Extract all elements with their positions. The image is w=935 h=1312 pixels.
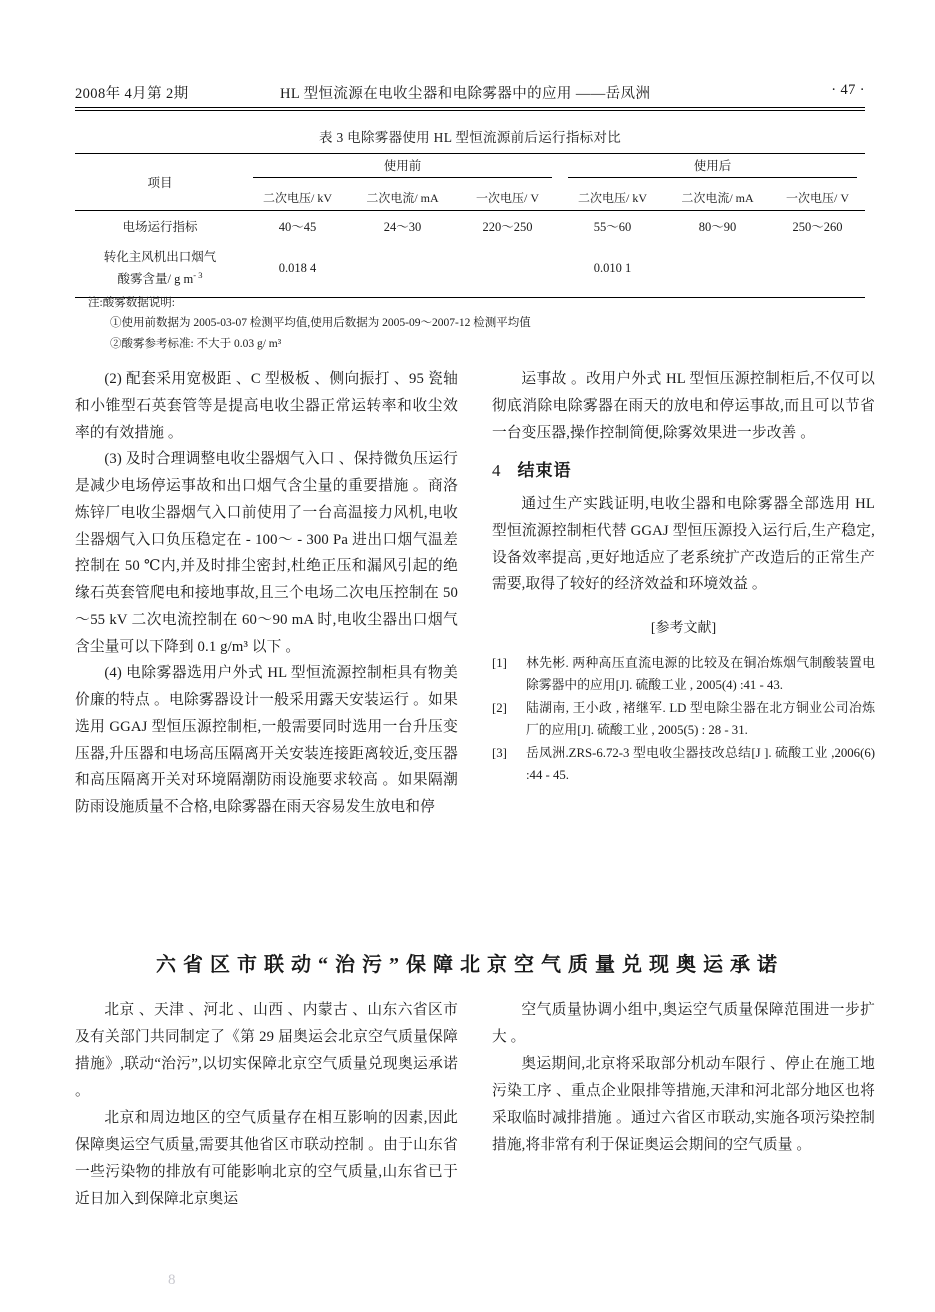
table-note-1: ①使用前数据为 2005-03-07 检测平均值,使用后数据为 2005-09～2007-12 检测平均值 bbox=[110, 317, 531, 330]
running-head-issue: 2008年 4月第 2期 bbox=[75, 86, 189, 102]
header-divider bbox=[75, 107, 865, 111]
cell-value: 80～90 bbox=[665, 210, 770, 241]
row-label: 电场运行指标 bbox=[75, 210, 245, 241]
reference-text: 林先彬. 两种高压直流电源的比较及在铜冶炼烟气制酸装置电除雾器中的应用[J]. 硫酸工业 , 2005(4) :41 - 43. bbox=[526, 655, 875, 692]
paragraph: 北京 、天津 、河北 、山西 、内蒙古 、山东六省区市及有关部门共同制定了《第 29 届奥运会北京空气质量保障措施》,联动“治污”,以切实保障北京空气质量兑现奥运承诺 。 bbox=[75, 1002, 458, 1100]
table-notes-title: 注:酸雾数据说明: bbox=[88, 297, 175, 309]
table-header-group-before bbox=[245, 154, 560, 180]
table-header-group-after bbox=[560, 154, 865, 180]
subheader-before-secondary-voltage: 二次电压/ kV bbox=[262, 190, 332, 205]
reference-item bbox=[492, 697, 875, 741]
reference-number: [2] bbox=[492, 700, 507, 715]
table-caption: 表 3 电除雾器使用 HL 型恒流源前后运行指标对比 bbox=[318, 130, 622, 145]
paragraph: (2) 配套采用宽极距 、C 型极板 、侧向振打 、95 瓷轴和小锥型石英套管等是提高电收尘器正常运转率和收尘效率的有效措施 。 bbox=[75, 371, 458, 441]
section-number: 4 bbox=[492, 461, 502, 481]
subheader-before-secondary-current: 二次电流/ mA bbox=[366, 190, 439, 205]
row-label-line2-text: 酸雾含量/ g m bbox=[117, 272, 194, 287]
table-notes bbox=[88, 293, 788, 354]
cell-value bbox=[455, 241, 560, 298]
references-heading: [参考文献] bbox=[650, 621, 717, 637]
subheader-after-primary-voltage: 一次电压/ V bbox=[785, 190, 849, 205]
reference-number: [3] bbox=[492, 745, 507, 760]
paragraph: 空气质量协调小组中,奥运空气质量保障范围进一步扩大 。 bbox=[492, 1002, 875, 1046]
cell-value: 55～60 bbox=[560, 210, 665, 241]
table-note-2: ②酸雾参考标准: 不大于 0.03 g/ m³ bbox=[110, 337, 282, 350]
reference-text: 陆湖南, 王小政 , 褚继军. LD 型电除尘器在北方铜业公司冶炼厂的应用[J]. 硫酸工业 , 2005(5) : 28 - 31. bbox=[526, 700, 875, 737]
reference-number: [1] bbox=[492, 655, 507, 670]
cell-value bbox=[665, 241, 770, 298]
table-3-grid bbox=[75, 153, 865, 298]
table-header-item: 项目 bbox=[75, 154, 245, 211]
cell-value: 220～250 bbox=[455, 210, 560, 241]
paragraph: 奥运期间,北京将采取部分机动车限行 、停止在施工地污染工序 、重点企业限排等措施,天津和河北部分地区也将采取临时减排措施 。通过六省区市联动,实施各项污染控制措施,将非常有利于保证奥运会期间的空气质量 。 bbox=[492, 1056, 875, 1154]
paragraph: (4) 电除雾器选用户外式 HL 型恒流源控制柜具有物美价廉的特点 。电除雾器设计一般采用露天安装运行 。如果选用 GGAJ 型恒压源控制柜,一般需要同时选用一台升压变压器,升压器和电场高压隔离开关安装连接距离较近,变压器和高压隔离开关对环境隔潮防雨设施要求较高 。如果隔潮防雨设施质量不合格,电除雾器在雨天容易发生放电和停 bbox=[75, 665, 458, 815]
paragraph: 通过生产实践证明,电收尘器和电除雾器全部选用 HL 型恒流源控制柜代替 GGAJ 型恒压源投入运行后,生产稳定,设备效率提高 ,更好地适应了老系统扩产改造后的正常生产需要,取得了较好的经济效益和环境效益 。 bbox=[492, 496, 875, 593]
article1-left-column bbox=[75, 366, 458, 821]
reference-item bbox=[492, 742, 875, 786]
article2-right-column bbox=[492, 997, 875, 1159]
subheader-after-secondary-current: 二次电流/ mA bbox=[681, 190, 754, 205]
article1-right-column bbox=[492, 366, 875, 787]
cell-value: 0.018 4 bbox=[245, 241, 350, 298]
section-heading bbox=[492, 456, 875, 487]
table-row bbox=[75, 210, 865, 241]
cell-value: 40～45 bbox=[245, 210, 350, 241]
row-label-exponent: - 3 bbox=[193, 269, 203, 280]
paragraph: 运事故 。改用户外式 HL 型恒压源控制柜后,不仅可以彻底消除电除雾器在雨天的放电和停运事故,而且可以节省一台变压器,操作控制简便,除雾效果进一步改善 。 bbox=[492, 371, 875, 441]
cell-value: 24～30 bbox=[350, 210, 455, 241]
row-label bbox=[75, 241, 245, 298]
row-label-line1: 转化主风机出口烟气 bbox=[103, 250, 217, 265]
row-label-line2 bbox=[75, 268, 245, 290]
paragraph: (3) 及时合理调整电收尘器烟气入口 、保持微负压运行是减少电场停运事故和出口烟气含尘量的重要措施 。商洛炼锌厂电收尘器烟气入口前使用了一台高温接力风机,电收尘器烟气入口负压稳定在 - 100～ - 300 Pa 进出口烟气温差控制在 50 ℃内,并及时排尘密封,杜绝正压和漏风引起的绝缘石英套管爬电和接地事故,且三个电场二次电压控制在 50～55 kV 二次电流控制在 60～90 mA 时,电收尘器出口烟气含尘量可以下降到 0.1 g/m³ 以下 。 bbox=[75, 451, 458, 655]
section-title: 结束语 bbox=[517, 461, 572, 481]
article2-title: 六省区市联动“治污”保障北京空气质量兑现奥运承诺 bbox=[156, 954, 784, 976]
cell-value: 0.010 1 bbox=[560, 241, 665, 298]
table-3 bbox=[75, 126, 865, 298]
references-list bbox=[492, 652, 875, 786]
table-header-group-before-label: 使用前 bbox=[253, 156, 552, 178]
cell-value bbox=[350, 241, 455, 298]
reference-item bbox=[492, 652, 875, 696]
running-head bbox=[75, 82, 865, 104]
subheader-before-primary-voltage: 一次电压/ V bbox=[475, 190, 539, 205]
cell-value: 250～260 bbox=[770, 210, 865, 241]
table-header-group-after-label: 使用后 bbox=[568, 156, 857, 178]
table-header-groups bbox=[75, 154, 865, 180]
page-watermark: 8 bbox=[168, 1272, 176, 1288]
page-number: · 47 · bbox=[831, 82, 865, 98]
running-head-title: HL 型恒流源在电收尘器和电除雾器中的应用 ——岳凤洲 bbox=[280, 86, 651, 102]
paragraph: 北京和周边地区的空气质量存在相互影响的因素,因此保障奥运空气质量,需要其他省区市联动控制 。由于山东省一些污染物的排放有可能影响北京的空气质量,山东省已于近日加入到保障北京奥运 bbox=[75, 1110, 458, 1208]
table-row bbox=[75, 241, 865, 298]
row-label-lines bbox=[75, 247, 245, 289]
reference-text: 岳凤洲.ZRS-6.72-3 型电收尘器技改总结[J ]. 硫酸工业 ,2006(6) :44 - 45. bbox=[526, 745, 875, 782]
article2-left-column bbox=[75, 997, 458, 1213]
cell-value bbox=[770, 241, 865, 298]
subheader-after-secondary-voltage: 二次电压/ kV bbox=[577, 190, 647, 205]
